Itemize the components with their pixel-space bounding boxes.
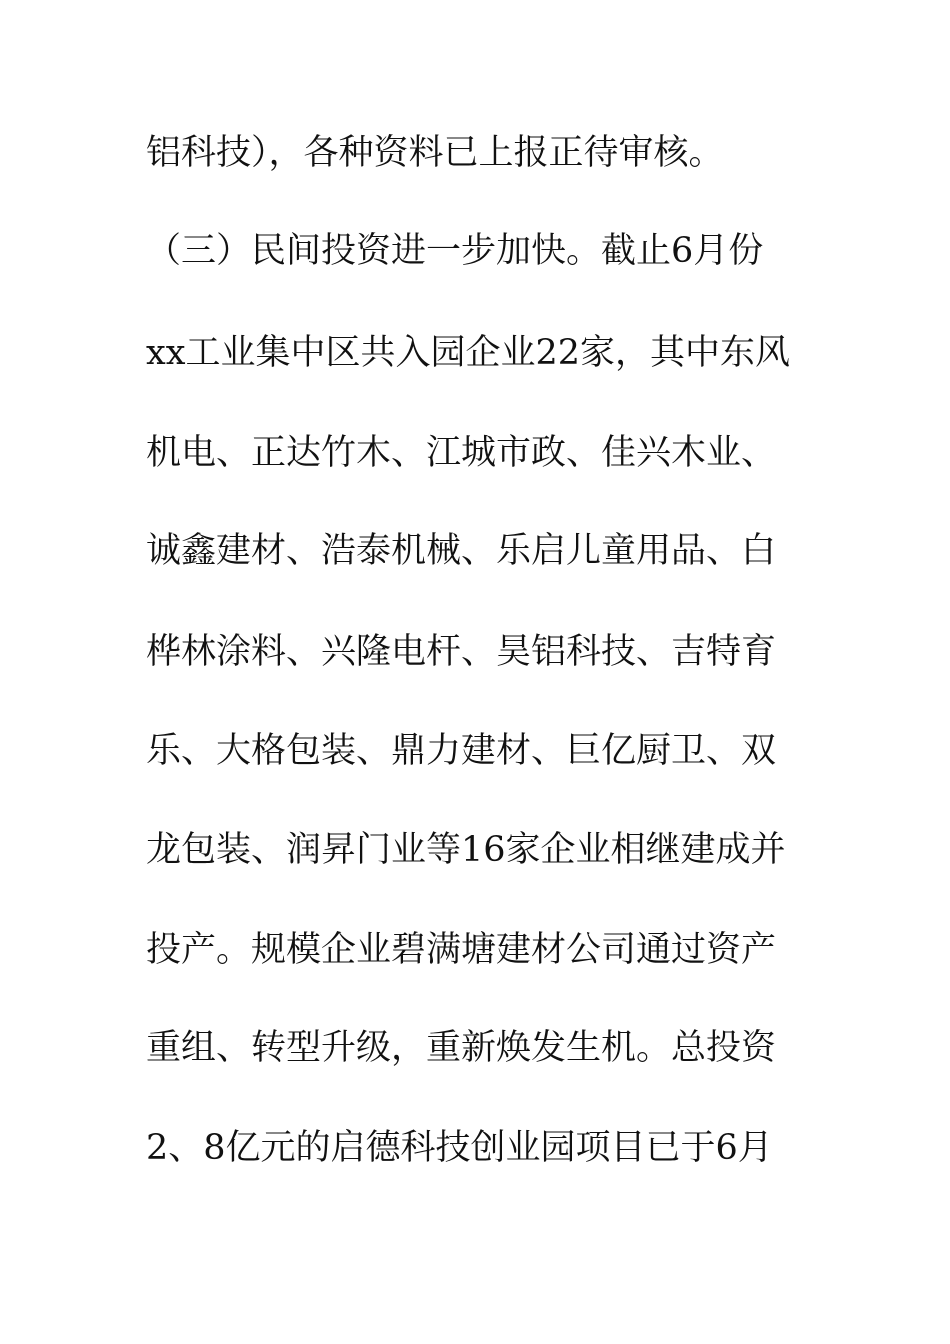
text-line-11: 2、8亿元的启德科技创业园项目已于6月 <box>146 1128 773 1168</box>
text-line-1: 铝科技），各种资料已上报正待审核。 <box>146 133 724 173</box>
text-line-7: 乐、大格包装、鼎力建材、巨亿厨卫、双 <box>146 731 777 771</box>
text-line-10: 重组、转型升级，重新焕发生机。总投资 <box>146 1028 777 1068</box>
text-line-6: 桦林涂料、兴隆电杆、昊铝科技、吉特育 <box>146 632 777 672</box>
text-line-9: 投产。规模企业碧满塘建材公司通过资产 <box>146 930 777 970</box>
text-line-5: 诚鑫建材、浩泰机械、乐启儿童用品、白 <box>146 531 777 571</box>
text-line-2: （三）民间投资进一步加快。截止6月份 <box>146 231 764 271</box>
text-line-8: 龙包装、润昇门业等16家企业相继建成并 <box>146 830 786 870</box>
text-line-3: xx工业集中区共入园企业22家，其中东风 <box>146 333 791 373</box>
text-line-4: 机电、正达竹木、江城市政、佳兴木业、 <box>146 433 777 473</box>
